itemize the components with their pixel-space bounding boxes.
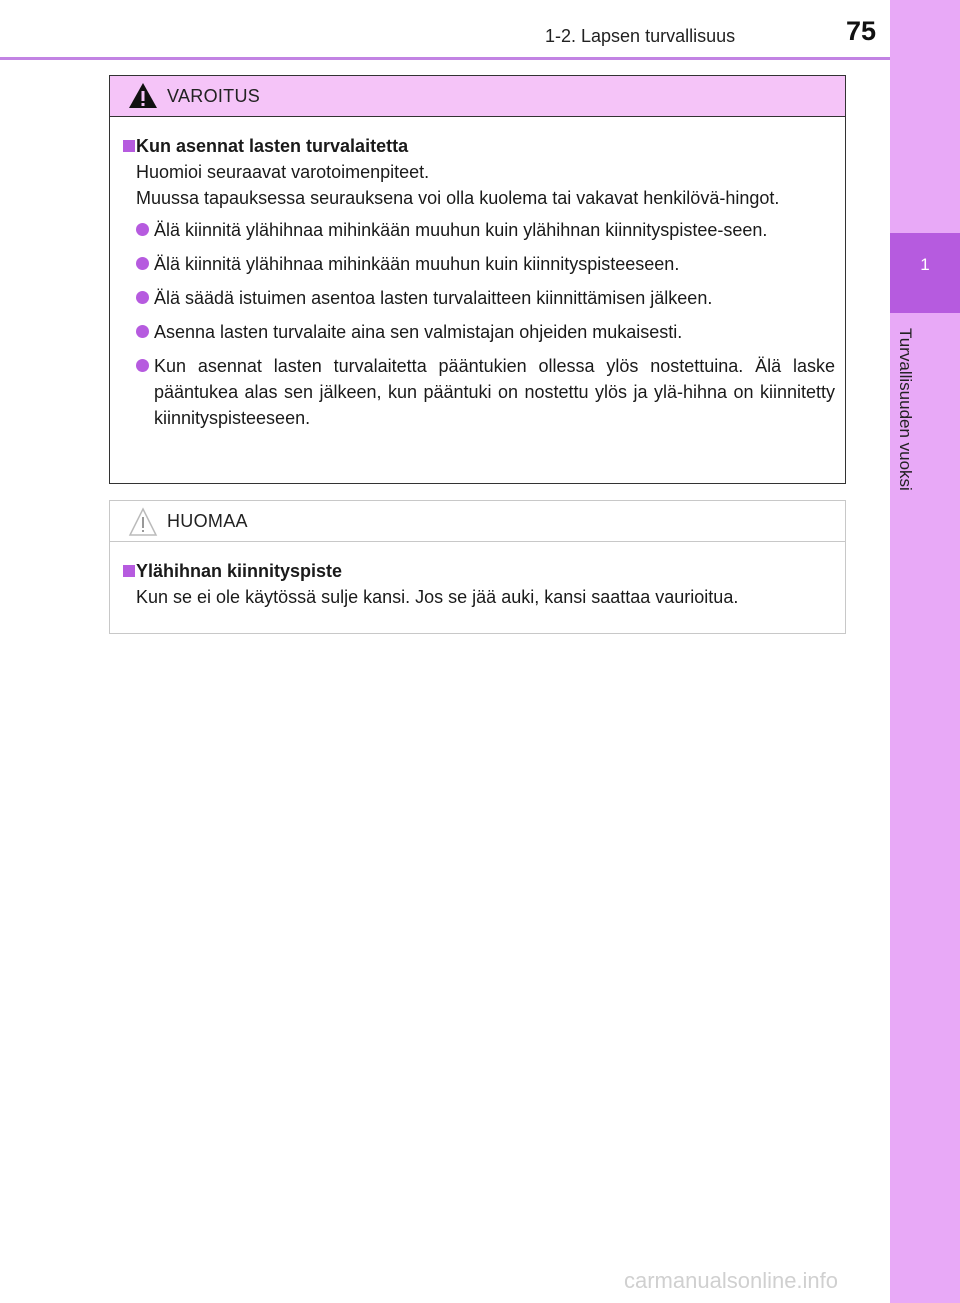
list-item-text: Älä kiinnitä ylähihnaa mihinkään muuhun kuin kiinnityspisteeseen.	[154, 254, 680, 274]
circle-bullet-icon	[136, 257, 149, 270]
list-item-text: Älä kiinnitä ylähihnaa mihinkään muuhun kuin ylähihnan kiinnityspistee-seen.	[154, 220, 768, 240]
chapter-sidebar	[890, 0, 960, 1303]
list-item-text: Älä säädä istuimen asentoa lasten turvalaitteen kiinnittämisen jälkeen.	[154, 288, 713, 308]
list-item	[136, 217, 835, 243]
chapter-title: Turvallisuuden vuoksi	[896, 328, 915, 491]
square-bullet-icon	[123, 140, 135, 152]
warning-triangle-icon	[128, 82, 158, 109]
chapter-tab	[890, 233, 960, 313]
notice-box	[109, 500, 846, 634]
list-item	[136, 319, 835, 345]
notice-heading	[123, 558, 835, 584]
warning-paragraph: Muussa tapauksessa seurauksena voi olla kuolema tai vakavat henkilövä-hingot.	[136, 188, 780, 208]
notice-paragraph: Kun se ei ole käytössä sulje kansi. Jos se jää auki, kansi saattaa vaurioitua.	[136, 587, 739, 607]
list-item	[136, 353, 835, 431]
watermark: carmanualsonline.info	[624, 1268, 839, 1293]
square-bullet-icon	[123, 565, 135, 577]
caution-triangle-outline-icon	[128, 507, 158, 537]
circle-bullet-icon	[136, 359, 149, 372]
warning-heading	[123, 133, 835, 159]
notice-body	[110, 542, 845, 610]
circle-bullet-icon	[136, 291, 149, 304]
header-divider	[0, 57, 890, 60]
warning-bullet-list	[123, 217, 835, 431]
notice-label: HUOMAA	[167, 511, 248, 531]
warning-header	[110, 76, 845, 117]
warning-body	[110, 117, 845, 431]
notice-heading-text: Ylähihnan kiinnityspiste	[136, 561, 343, 581]
list-item	[136, 251, 835, 277]
page-number: 75	[846, 16, 877, 46]
warning-box	[109, 75, 846, 484]
section-title: 1-2. Lapsen turvallisuus	[545, 26, 736, 46]
chapter-number: 1	[920, 255, 930, 274]
list-item	[136, 285, 835, 311]
list-item-text: Kun asennat lasten turvalaitetta pääntukien ollessa ylös nostettuina. Älä laske pääntukea alas sen jälkeen, kun pääntuki on nostettu ylös ja ylä-hihna on kiinnitetty kiinnityspisteeseen.	[154, 356, 835, 428]
list-item-text: Asenna lasten turvalaite aina sen valmistajan ohjeiden mukaisesti.	[154, 322, 683, 342]
warning-heading-text: Kun asennat lasten turvalaitetta	[136, 136, 409, 156]
warning-paragraph: Huomioi seuraavat varotoimenpiteet.	[136, 162, 430, 182]
warning-label: VAROITUS	[167, 86, 261, 106]
circle-bullet-icon	[136, 325, 149, 338]
notice-header	[110, 501, 845, 542]
circle-bullet-icon	[136, 223, 149, 236]
